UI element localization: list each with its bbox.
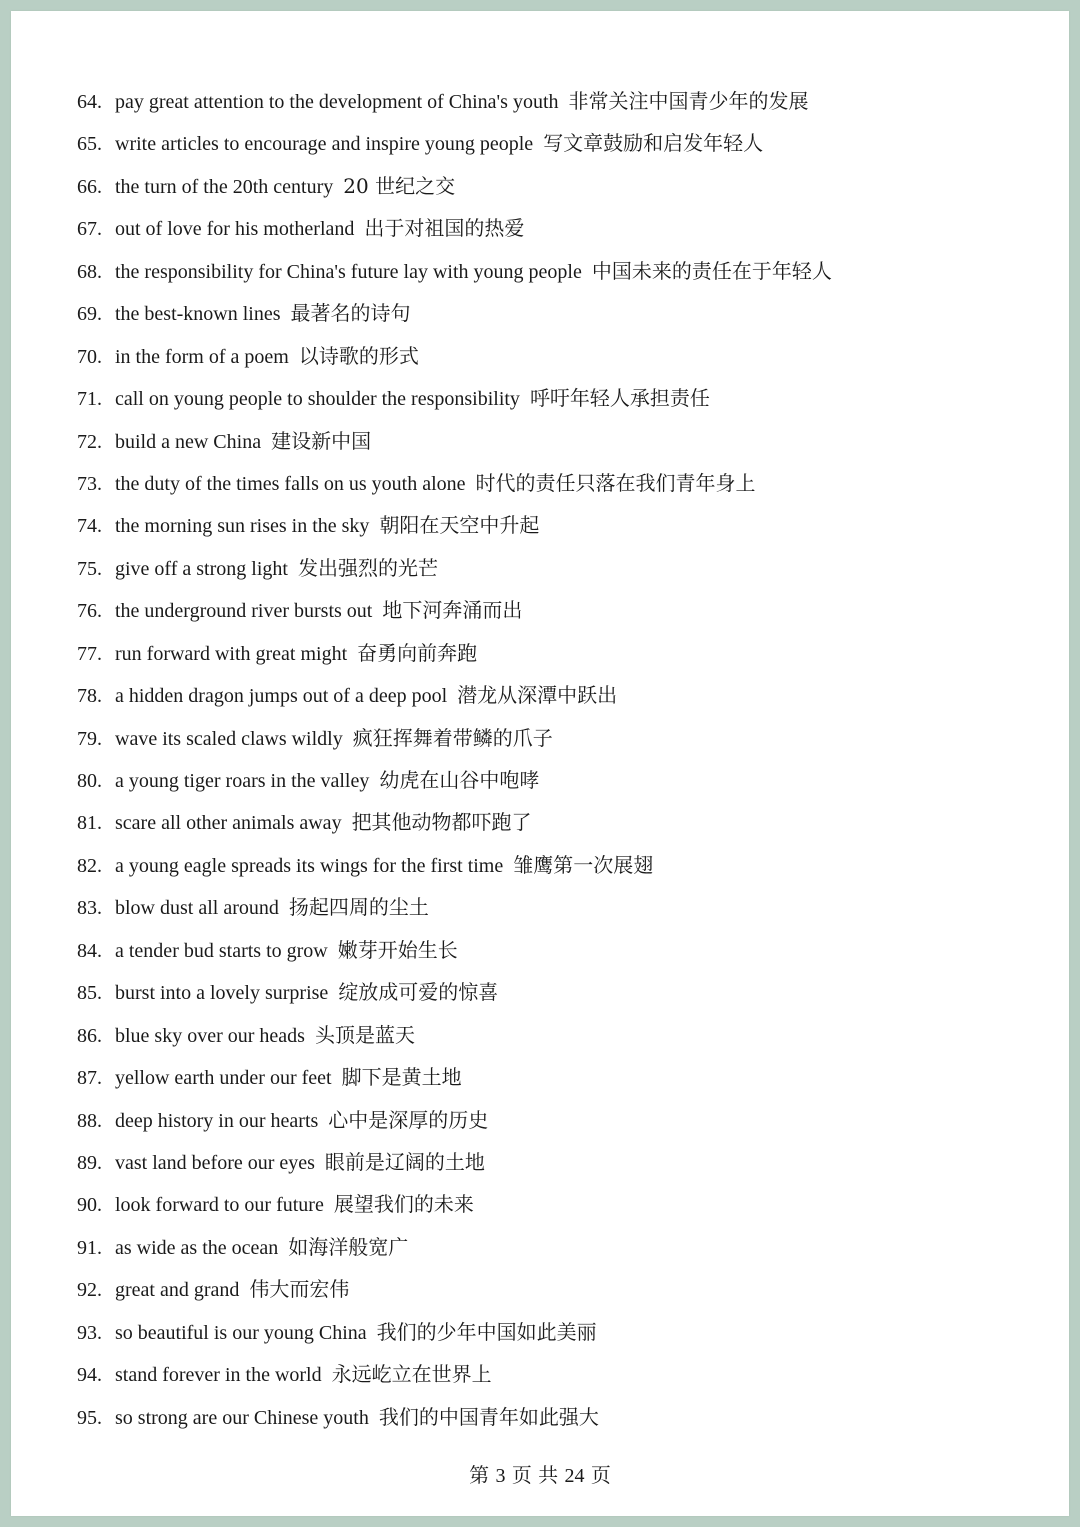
list-item (77, 717, 832, 759)
english-phrase: yellow earth under our feet (115, 1067, 332, 1090)
phrase-list (77, 80, 832, 1438)
list-item (77, 759, 832, 801)
current-page-number: 3 (495, 1465, 506, 1487)
english-phrase: as wide as the ocean (115, 1236, 279, 1259)
chinese-translation: 潜龙从深潭中跃出 (457, 683, 618, 708)
item-number: 80. (77, 770, 102, 792)
chinese-translation: 以诗歌的形式 (298, 343, 419, 368)
footer-suffix: 页 (590, 1463, 611, 1487)
item-number: 89. (77, 1151, 102, 1174)
chinese-translation: 头顶是蓝天 (314, 1022, 415, 1047)
item-number: 92. (77, 1279, 102, 1302)
english-phrase: blow dust all around (115, 897, 279, 920)
chinese-translation: 伟大而宏伟 (249, 1277, 350, 1302)
english-phrase: so beautiful is our young China (115, 1321, 367, 1344)
chinese-translation: 脚下是黄土地 (341, 1065, 462, 1090)
list-item (77, 80, 832, 122)
chinese-translation: 最著名的诗句 (290, 301, 411, 326)
list-item (77, 674, 832, 716)
chinese-translation: 展望我们的未来 (333, 1192, 474, 1217)
item-number: 71. (77, 388, 102, 411)
item-number: 77. (77, 642, 102, 665)
english-phrase: blue sky over our heads (115, 1024, 305, 1047)
chinese-translation: 中国未来的责任在于年轻人 (591, 258, 832, 283)
list-item (77, 1183, 832, 1225)
list-item (77, 335, 832, 377)
list-item (77, 504, 832, 546)
item-number: 93. (77, 1321, 102, 1344)
item-number: 91. (77, 1236, 102, 1259)
english-phrase: out of love for his motherland (115, 218, 355, 241)
chinese-translation: 雏鹰第一次展翅 (513, 852, 654, 877)
english-phrase: the underground river bursts out (115, 600, 373, 623)
page-footer (11, 1459, 1069, 1488)
chinese-translation: 我们的少年中国如此美丽 (376, 1319, 597, 1344)
english-phrase: the duty of the times falls on us youth alone (115, 472, 466, 495)
chinese-translation: 写文章鼓励和启发年轻人 (543, 131, 764, 156)
list-item (77, 292, 832, 334)
item-number: 95. (77, 1406, 102, 1429)
english-phrase: look forward to our future (115, 1194, 324, 1217)
item-number: 81. (77, 812, 102, 835)
item-number: 65. (77, 133, 102, 156)
list-item (77, 801, 832, 843)
item-number: 84. (77, 939, 102, 962)
chinese-translation: 朝阳在天空中升起 (379, 513, 540, 538)
list-item (77, 844, 832, 886)
chinese-translation: 如海洋般宽广 (288, 1234, 409, 1259)
english-phrase: deep history in our hearts (115, 1109, 319, 1132)
english-phrase: call on young people to shoulder the responsibility (115, 388, 520, 411)
english-phrase: give off a strong light (115, 557, 288, 580)
chinese-translation: 把其他动物都吓跑了 (351, 810, 532, 835)
english-phrase: pay great attention to the development of China's youth (115, 91, 559, 113)
list-item (77, 1353, 832, 1395)
item-number: 66. (77, 175, 102, 198)
list-item (77, 929, 832, 971)
chinese-translation: 疯狂挥舞着带鳞的爪子 (352, 725, 553, 750)
item-number: 73. (77, 472, 102, 495)
document-page (11, 11, 1069, 1516)
item-number: 87. (77, 1067, 102, 1090)
list-item (77, 165, 832, 207)
item-number: 76. (77, 600, 102, 623)
english-phrase: burst into a lovely surprise (115, 982, 329, 1005)
list-item (77, 462, 832, 504)
list-item (77, 547, 832, 589)
list-item (77, 1268, 832, 1310)
chinese-translation: 发出强烈的光芒 (297, 555, 438, 580)
english-phrase: scare all other animals away (115, 812, 342, 835)
list-item (77, 886, 832, 928)
english-phrase: the best-known lines (115, 303, 281, 326)
english-phrase: vast land before our eyes (115, 1151, 315, 1174)
item-number: 64. (77, 91, 102, 113)
english-phrase: so strong are our Chinese youth (115, 1406, 369, 1429)
list-item (77, 250, 832, 292)
item-number: 94. (77, 1364, 102, 1387)
item-number: 79. (77, 727, 102, 750)
item-number: 83. (77, 897, 102, 920)
item-number: 86. (77, 1024, 102, 1047)
item-number: 78. (77, 685, 102, 708)
chinese-translation: 扬起四周的尘土 (288, 895, 429, 920)
english-phrase: build a new China (115, 430, 262, 453)
item-number: 75. (77, 557, 102, 580)
english-phrase: write articles to encourage and inspire young people (115, 133, 534, 156)
item-number: 70. (77, 345, 102, 368)
item-number: 88. (77, 1109, 102, 1132)
list-item (77, 1226, 832, 1268)
english-phrase: run forward with great might (115, 642, 348, 665)
english-phrase: in the form of a poem (115, 345, 289, 368)
english-phrase: wave its scaled claws wildly (115, 727, 343, 750)
item-number: 67. (77, 218, 102, 241)
list-item (77, 589, 832, 631)
item-number: 82. (77, 854, 102, 877)
english-phrase: a young tiger roars in the valley (115, 770, 370, 792)
english-phrase: great and grand (115, 1279, 240, 1302)
list-item (77, 420, 832, 462)
list-item (77, 1396, 832, 1438)
item-number: 72. (77, 430, 102, 453)
list-item (77, 207, 832, 249)
list-item (77, 1099, 832, 1141)
item-number: 69. (77, 303, 102, 326)
list-item (77, 971, 832, 1013)
footer-prefix: 第 (469, 1463, 490, 1487)
chinese-translation: 出于对祖国的热爱 (364, 216, 525, 241)
chinese-translation: 我们的中国青年如此强大 (378, 1404, 599, 1429)
english-phrase: a young eagle spreads its wings for the first time (115, 854, 504, 877)
chinese-translation: 幼虎在山谷中咆哮 (379, 768, 540, 792)
english-phrase: the responsibility for China's future lay with young people (115, 260, 582, 283)
chinese-translation: 地下河奔涌而出 (382, 598, 523, 623)
list-item (77, 632, 832, 674)
item-number: 68. (77, 260, 102, 283)
chinese-translation: 20 世纪之交 (343, 173, 456, 198)
list-item (77, 122, 832, 164)
list-item (77, 1311, 832, 1353)
english-phrase: a tender bud starts to grow (115, 939, 328, 962)
item-number: 85. (77, 982, 102, 1005)
english-phrase: the morning sun rises in the sky (115, 515, 370, 538)
footer-middle: 页 共 (511, 1463, 559, 1487)
english-phrase: the turn of the 20th century (115, 175, 334, 198)
english-phrase: a hidden dragon jumps out of a deep pool (115, 685, 448, 708)
chinese-translation: 呼吁年轻人承担责任 (529, 386, 710, 411)
chinese-translation: 时代的责任只落在我们青年身上 (475, 470, 756, 495)
chinese-translation: 绽放成可爱的惊喜 (338, 980, 499, 1005)
english-phrase: stand forever in the world (115, 1364, 322, 1387)
list-item (77, 377, 832, 419)
total-pages-number: 24 (564, 1465, 585, 1487)
chinese-translation: 永远屹立在世界上 (331, 1362, 492, 1387)
chinese-translation: 建设新中国 (271, 428, 372, 453)
chinese-translation: 心中是深厚的历史 (328, 1107, 489, 1132)
chinese-translation: 奋勇向前奔跑 (357, 640, 478, 665)
chinese-translation: 嫩芽开始生长 (337, 937, 458, 962)
item-number: 90. (77, 1194, 102, 1217)
chinese-translation: 眼前是辽阔的土地 (324, 1149, 485, 1174)
list-item (77, 1056, 832, 1098)
list-item (77, 1014, 832, 1056)
item-number: 74. (77, 515, 102, 538)
chinese-translation: 非常关注中国青少年的发展 (568, 89, 809, 113)
list-item (77, 1141, 832, 1183)
